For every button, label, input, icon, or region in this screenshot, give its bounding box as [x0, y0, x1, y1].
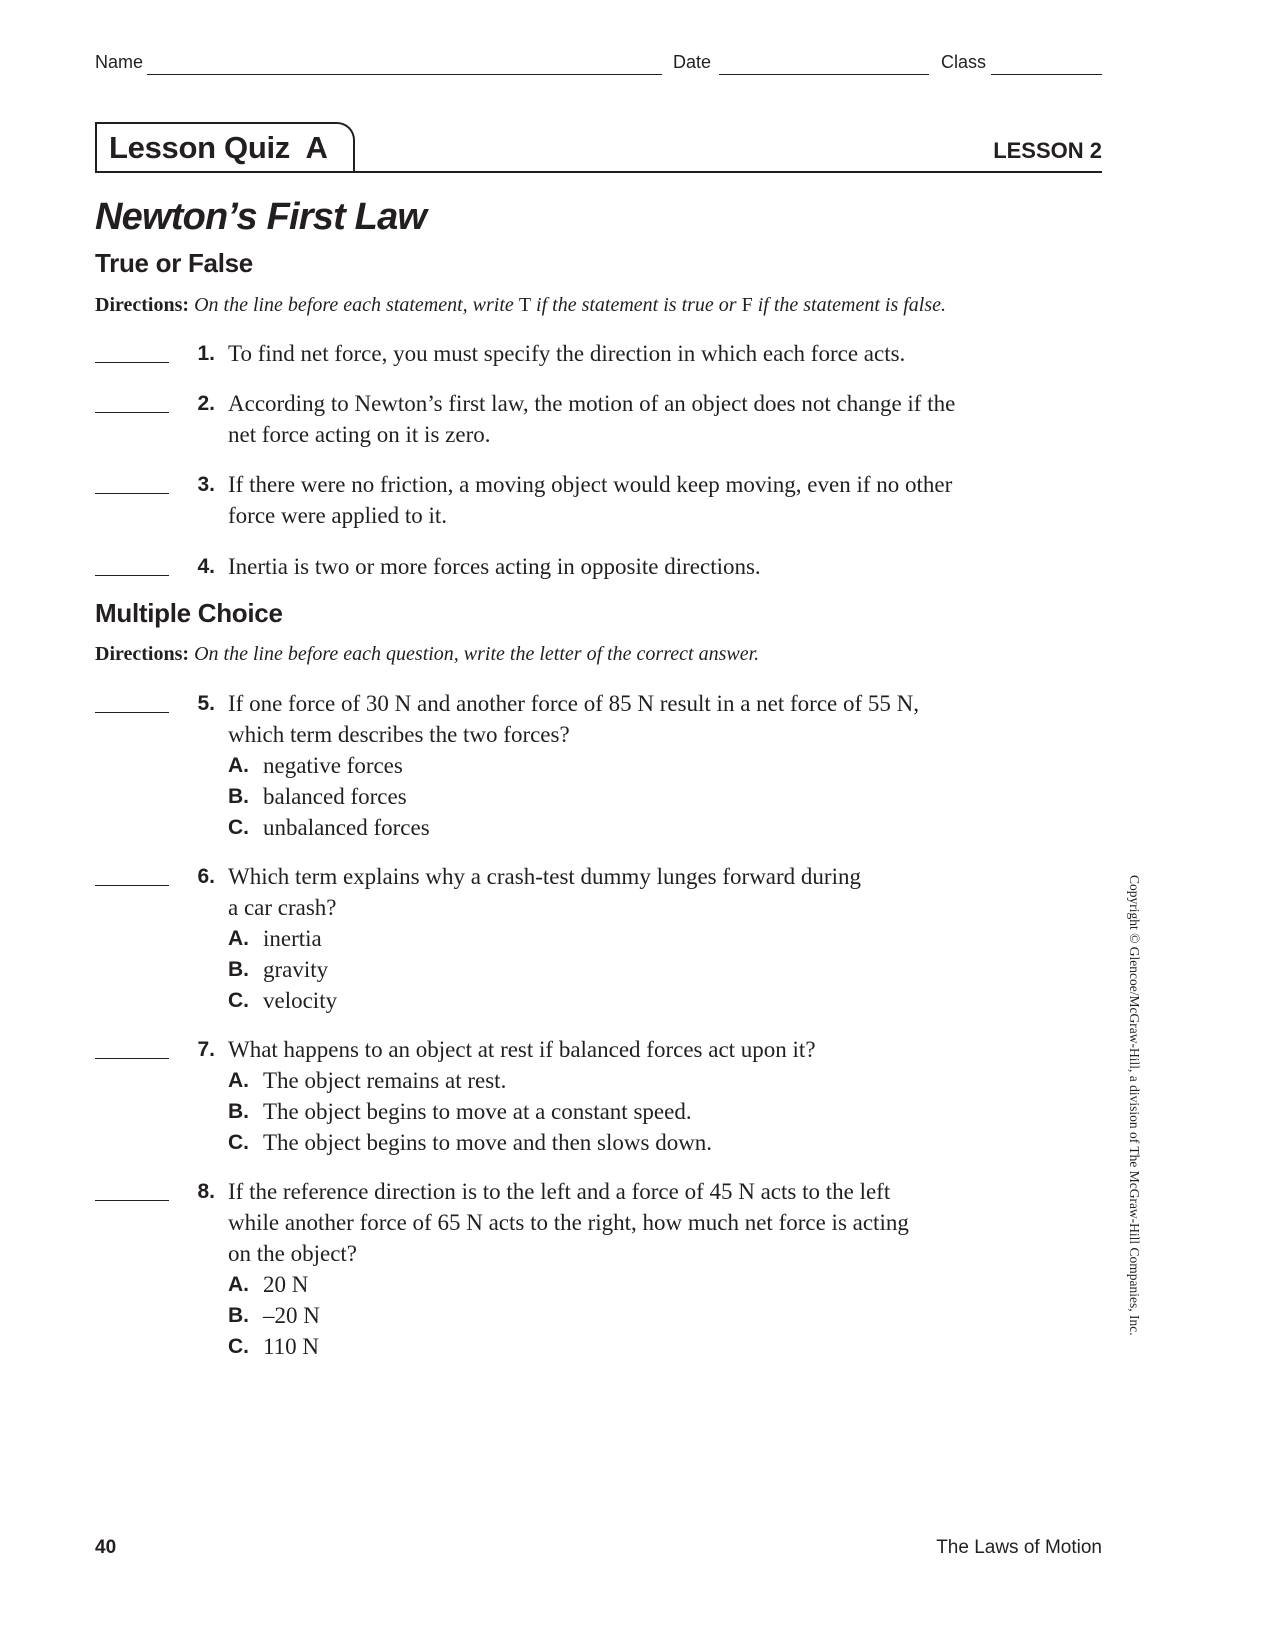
option-letter: B. — [228, 785, 249, 808]
directions-false-letter: F — [741, 294, 753, 316]
answer-option — [228, 1269, 1098, 1300]
option-letter: B. — [228, 1100, 249, 1123]
question-line: If there were no friction, a moving object would keep moving, even if no other — [228, 472, 953, 497]
question-text — [228, 388, 1098, 450]
question-line: force were applied to it. — [228, 503, 448, 528]
lesson-label: LESSON 2 — [993, 138, 1102, 163]
answer-option — [228, 954, 1098, 985]
chapter-title: The Laws of Motion — [936, 1537, 1102, 1558]
answer-option — [228, 1127, 1098, 1158]
question-line: To find net force, you must specify the direction in which each force acts. — [228, 341, 906, 366]
directions-text: On the line before each question, write the letter of the correct answer. — [194, 643, 760, 665]
quiz-label: Lesson Quiz A — [109, 130, 328, 165]
class-label: Class — [941, 52, 987, 72]
question-line: According to Newton’s first law, the motion of an object does not change if the — [228, 391, 956, 416]
option-text: The object begins to move at a constant speed. — [263, 1099, 692, 1124]
copyright-notice: Copyright © Glencoe/McGraw-Hill, a division of The McGraw-Hill Companies, Inc. — [1127, 875, 1142, 1336]
page-number: 40 — [95, 1537, 117, 1558]
answer-option — [228, 1096, 1098, 1127]
answer-option — [228, 985, 1098, 1016]
option-text: gravity — [263, 957, 329, 982]
question-text — [228, 469, 1098, 531]
answer-option — [228, 750, 1098, 781]
option-letter: C. — [228, 1335, 249, 1358]
date-label: Date — [673, 52, 712, 72]
question-text — [228, 688, 1098, 843]
option-letter: C. — [228, 1131, 249, 1154]
question-text — [228, 1176, 1098, 1362]
answer-option — [228, 812, 1098, 843]
directions-label: Directions: — [95, 294, 190, 316]
question-number: 8. — [197, 1180, 215, 1203]
answer-option — [228, 1331, 1098, 1362]
directions-multiple-choice — [95, 643, 759, 666]
directions-text: On the line before each statement, write — [194, 294, 519, 316]
question-number: 1. — [197, 342, 215, 365]
option-text: The object remains at rest. — [263, 1068, 507, 1093]
question-number: 5. — [197, 692, 215, 715]
question-line: If the reference direction is to the left and a force of 45 N acts to the left — [228, 1179, 891, 1204]
option-letter: B. — [228, 1304, 249, 1327]
option-text: –20 N — [263, 1303, 320, 1328]
date-line — [719, 74, 929, 75]
section-heading-true-false: True or False — [95, 248, 253, 278]
option-letter: A. — [228, 754, 249, 777]
quiz-tab — [95, 122, 355, 172]
option-text: negative forces — [263, 753, 403, 778]
question-line: If one force of 30 N and another force of 85 N result in a net force of 55 N, — [228, 691, 920, 716]
option-text: The object begins to move and then slows down. — [263, 1130, 713, 1155]
question-text — [228, 861, 1098, 1016]
option-letter: A. — [228, 927, 249, 950]
question-line: which term describes the two forces? — [228, 722, 570, 747]
page-title: Newton’s First Law — [95, 196, 427, 238]
question-number: 6. — [197, 865, 215, 888]
option-text: 110 N — [263, 1334, 320, 1359]
question-number: 4. — [197, 555, 215, 578]
section-heading-multiple-choice: Multiple Choice — [95, 598, 283, 628]
question-line: Which term explains why a crash-test dummy lunges forward during — [228, 864, 861, 889]
question-line: net force acting on it is zero. — [228, 422, 491, 447]
directions-true-letter: T — [518, 294, 532, 316]
question-line: while another force of 65 N acts to the right, how much net force is acting — [228, 1210, 909, 1235]
directions-text: if the statement is true or — [531, 294, 742, 316]
name-label: Name — [95, 52, 144, 72]
question-text — [228, 551, 1098, 582]
question-line: Inertia is two or more forces acting in opposite directions. — [228, 554, 761, 579]
option-text: velocity — [263, 988, 338, 1013]
quiz-banner — [95, 122, 1102, 174]
answer-option — [228, 1300, 1098, 1331]
answer-option — [228, 923, 1098, 954]
option-letter: A. — [228, 1069, 249, 1092]
directions-true-false — [95, 294, 946, 317]
question-number: 3. — [197, 473, 215, 496]
option-text: unbalanced forces — [263, 815, 430, 840]
name-line — [147, 74, 662, 75]
directions-text: if the statement is false. — [752, 294, 947, 316]
directions-label: Directions: — [95, 643, 190, 665]
question-text — [228, 1034, 1098, 1158]
option-text: balanced forces — [263, 784, 407, 809]
question-line: a car crash? — [228, 895, 337, 920]
question-number: 2. — [197, 392, 215, 415]
class-line — [991, 74, 1102, 75]
answer-option — [228, 1065, 1098, 1096]
option-letter: C. — [228, 816, 249, 839]
option-letter: B. — [228, 958, 249, 981]
option-text: inertia — [263, 926, 322, 951]
question-line: What happens to an object at rest if balanced forces act upon it? — [228, 1037, 816, 1062]
option-text: 20 N — [263, 1272, 309, 1297]
student-info-header — [95, 52, 1102, 78]
answer-option — [228, 781, 1098, 812]
banner-rule — [95, 171, 1102, 173]
option-letter: A. — [228, 1273, 249, 1296]
question-number: 7. — [197, 1038, 215, 1061]
option-letter: C. — [228, 989, 249, 1012]
question-line: on the object? — [228, 1241, 358, 1266]
question-text — [228, 338, 1098, 369]
